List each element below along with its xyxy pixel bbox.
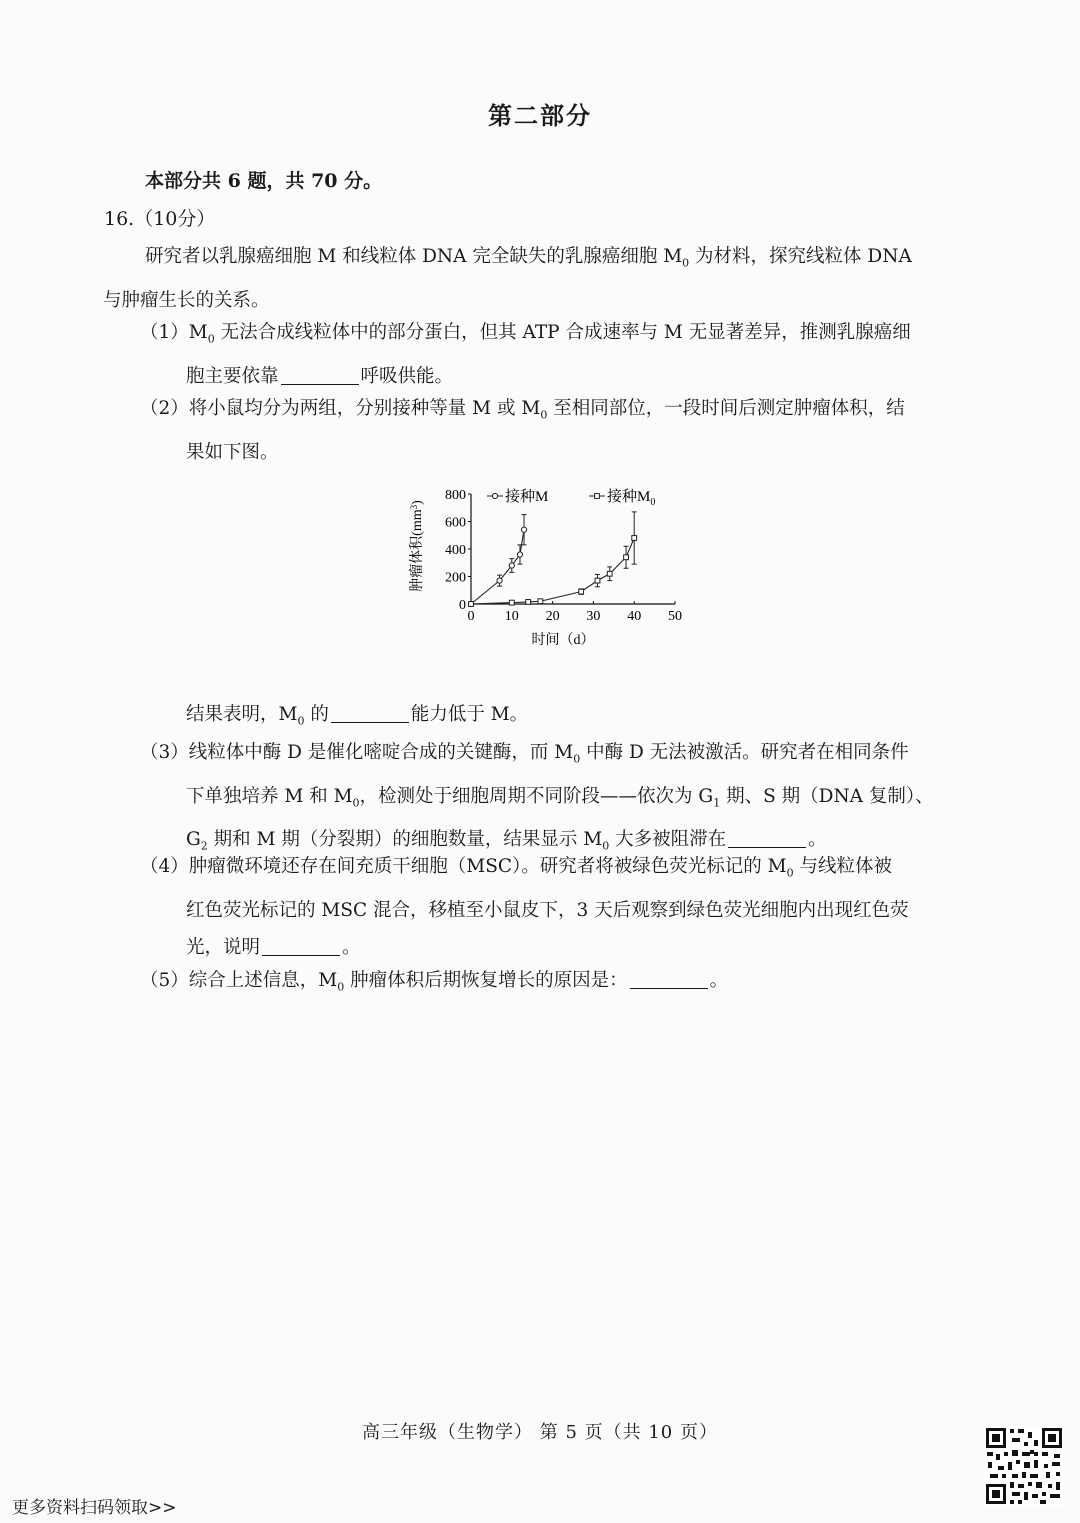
section-title: 第二部分 bbox=[488, 101, 592, 130]
series-2 bbox=[469, 512, 637, 607]
data-point bbox=[607, 571, 612, 576]
y-tick-label: 0 bbox=[459, 598, 466, 613]
legend-label: 接种M bbox=[505, 489, 549, 505]
answer-blank-3 bbox=[728, 828, 806, 848]
data-point bbox=[632, 536, 637, 541]
data-point bbox=[624, 555, 629, 560]
x-axis-label: 时间（d） bbox=[531, 633, 595, 648]
series-line bbox=[471, 530, 524, 604]
data-point bbox=[517, 552, 522, 557]
legend-marker bbox=[595, 494, 600, 499]
series-1 bbox=[468, 515, 526, 607]
y-tick-label: 800 bbox=[445, 488, 466, 503]
legend-marker bbox=[492, 493, 497, 498]
data-point bbox=[509, 600, 514, 605]
answer-blank-5 bbox=[630, 969, 708, 989]
x-tick-label: 0 bbox=[467, 609, 475, 624]
y-tick-label: 600 bbox=[445, 515, 466, 531]
x-tick-label: 50 bbox=[668, 609, 682, 624]
answer-blank-4 bbox=[262, 935, 340, 955]
data-point bbox=[538, 599, 543, 604]
subquestion-3: （3）线粒体中酶 D 是催化嘧啶合成的关键酶，而 $M_0$ 中酶 D 无法被激活。研究者在相同条件 下单独培养 M 和 $M_0$，检测处于细胞周期不同阶段——依次为 $G_1$ 期、S 期（DNA 复制）、 $G_2$ 期和 M 期（分裂期）的细胞数量，结果显示 $M_0$ 大多被阻滞在 。 bbox=[140, 742, 934, 854]
x-tick-label: 10 bbox=[504, 609, 519, 624]
y-tick-label: 200 bbox=[445, 570, 466, 586]
x-tick-label: 20 bbox=[545, 609, 560, 624]
question-number: 16.（10分） bbox=[104, 208, 216, 230]
subquestion-4: （4）肿瘤微环境还存在间充质干细胞（MSC）。研究者将被绿色荧光标记的 $M_0$ 与线粒体被 红色荧光标记的 MSC 混合，移植至小鼠皮下，3 天后观察到绿色荧光细胞内出现红色荧 光，说明 。 bbox=[140, 856, 909, 958]
section-intro: 本部分共 6 题，共 70 分。 bbox=[145, 170, 383, 192]
x-tick-label: 40 bbox=[627, 609, 642, 624]
data-point bbox=[595, 578, 600, 583]
data-point bbox=[469, 602, 474, 607]
data-point bbox=[497, 578, 502, 583]
more-resources-link[interactable]: 更多资料扫码领取>> bbox=[12, 1498, 177, 1518]
y-tick-label: 400 bbox=[445, 543, 466, 558]
data-point bbox=[521, 527, 526, 532]
subquestion-2: （2）将小鼠均分为两组，分别接种等量 M 或 $M_0$ 至相同部位，一段时间后测定肿瘤体积，结 果如下图。 bbox=[140, 398, 905, 463]
subquestion-5: （5）综合上述信息，$M_0$ 肿瘤体积后期恢复增长的原因是： 。 bbox=[140, 970, 729, 994]
x-tick-label: 30 bbox=[586, 609, 601, 624]
data-point bbox=[526, 600, 531, 605]
legend-label: 接种$M_0$ bbox=[607, 489, 656, 508]
tumor-volume-chart bbox=[405, 478, 705, 656]
answer-blank-2 bbox=[331, 703, 409, 723]
y-axis-label: 肿瘤体积$(mm^3)$ bbox=[409, 500, 425, 592]
question-stem: 研究者以乳腺癌细胞 M 和线粒体 DNA 完全缺失的乳腺癌细胞 $M_0$ 为材料，探究线粒体 DNA 与肿瘤生长的关系。 bbox=[103, 246, 912, 311]
subquestion-2-result: 结果表明，$M_0$ 的 能力低于 M。 bbox=[186, 704, 529, 728]
data-point bbox=[579, 589, 584, 594]
subquestion-1: $(1)M_0$ 无法合成线粒体中的部分蛋白，但其 ATP 合成速率与 M 无显著差异，推测乳腺癌细 胞主要依靠 呼吸供能。 bbox=[140, 322, 911, 387]
answer-blank-1 bbox=[281, 364, 359, 384]
data-point bbox=[509, 563, 514, 568]
qr-code-icon[interactable] bbox=[984, 1426, 1064, 1506]
page-footer: 高三年级（生物学） 第 5 页（共 10 页） bbox=[362, 1422, 718, 1443]
